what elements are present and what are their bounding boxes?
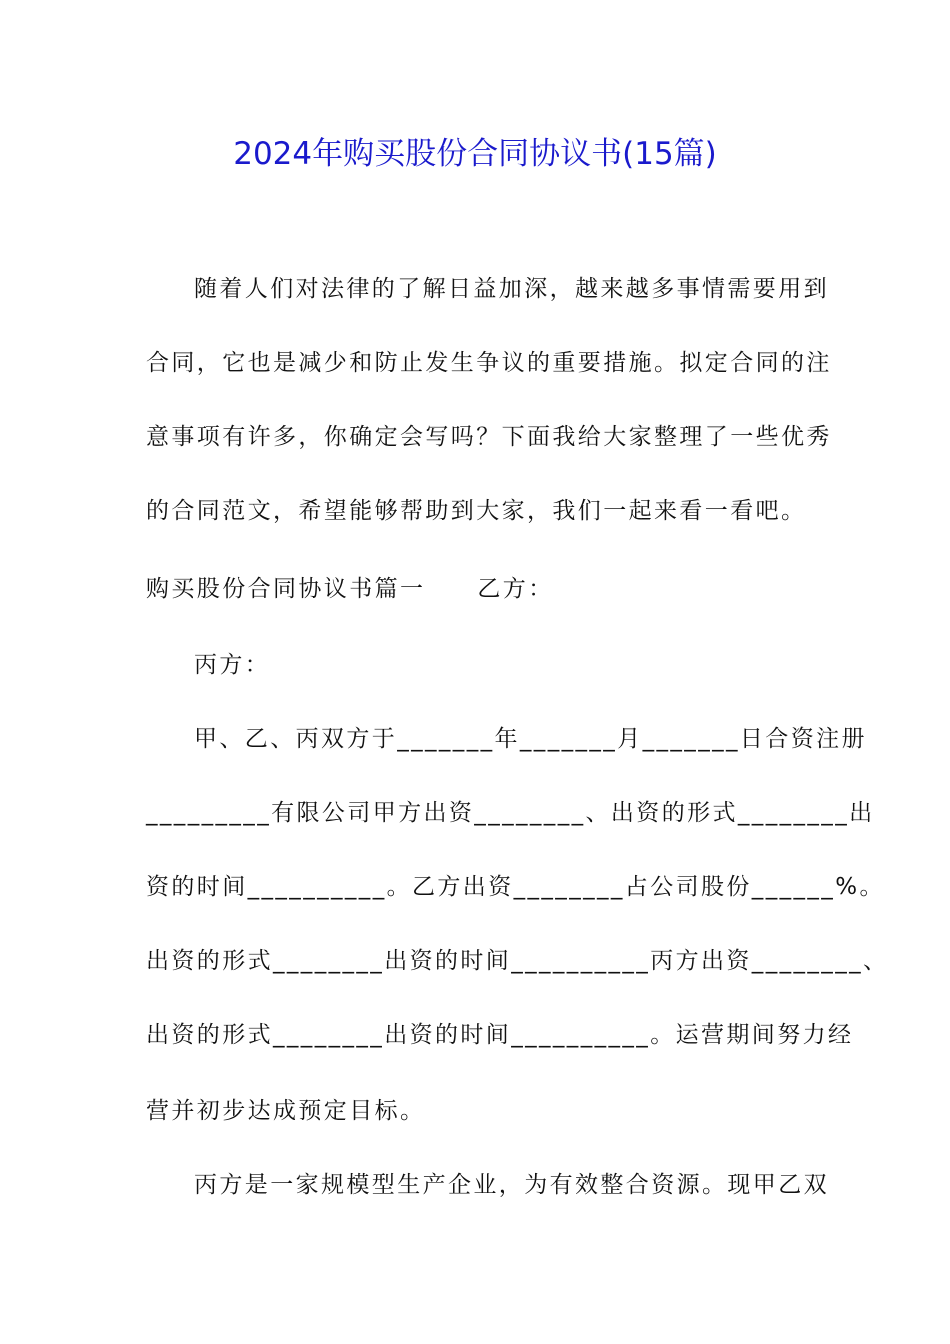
paragraph-line: 资的时间__________。乙方出资________占公司股份______%。: [146, 874, 885, 900]
paragraph-line: 意事项有许多，你确定会写吗？下面我给大家整理了一些优秀: [146, 424, 832, 450]
party-c-label: 丙方：: [194, 652, 271, 678]
section-heading: 购买股份合同协议书篇一: [146, 576, 426, 602]
paragraph-line: 随着人们对法律的了解日益加深，越来越多事情需要用到: [194, 276, 829, 302]
paragraph-line: 营并初步达成预定目标。: [146, 1098, 426, 1124]
paragraph-line: 出资的形式________出资的时间__________。运营期间努力经: [146, 1022, 854, 1048]
document-title: 2024年购买股份合同协议书(15篇): [233, 136, 717, 172]
paragraph-line: 出资的形式________出资的时间__________丙方出资________、: [146, 948, 889, 974]
party-b-label: 乙方：: [477, 576, 554, 602]
section-heading-line: [146, 570, 554, 603]
paragraph-line: 的合同范文，希望能够帮助到大家，我们一起来看一看吧。: [146, 498, 807, 524]
paragraph-line: _________有限公司甲方出资________、出资的形式________出: [146, 800, 875, 826]
paragraph-line: 丙方是一家规模型生产企业，为有效整合资源。现甲乙双: [194, 1172, 829, 1198]
paragraph-line: 甲、乙、丙双方于_______年_______月_______日合资注册: [194, 726, 867, 752]
paragraph-line: 合同，它也是减少和防止发生争议的重要措施。拟定合同的注: [146, 350, 832, 376]
